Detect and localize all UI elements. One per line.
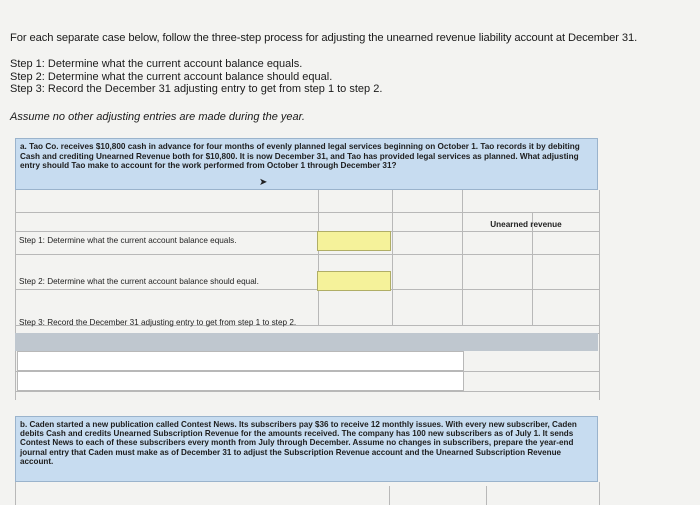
instruction-step-1: Step 1: Determine what the current account balance equals. [10,58,303,70]
worksheet-row [16,190,599,213]
assumption-note: Assume no other adjusting entries are made during the year. [10,111,305,123]
column-divider [389,486,390,505]
column-divider [318,190,319,325]
instructions-steps [10,58,382,96]
instruction-step-3: Step 3: Record the December 31 adjusting entry to get from step 1 to step 2. [10,83,383,95]
journal-header-band [15,333,598,351]
mouse-cursor-icon: ➤ [259,177,268,188]
case-b-worksheet [15,482,600,505]
journal-entry-row-2[interactable] [17,371,464,391]
case-b-prompt: b. Caden started a new publication called Contest News. Its subscribers pay $36 to receive 12 monthly issues. With every new subscriber, Caden debits Cash and credits Unearned Subscription Revenue for the amounts received. The company has 100 new subscribers as of July 1. It sends Contest News to each of these subscribers every month from July through December. Assume no changes in subscribers, prepare the year-end journal entry that Caden must make as of December 31 to adjust the Subscription Revenue account and the Unearned Subscription Revenue account. [15,416,598,482]
step1-balance-input[interactable] [317,231,391,251]
step1-label: Step 1: Determine what the current account balance equals. [19,236,237,245]
step2-balance-input[interactable] [317,271,391,291]
column-divider [462,190,463,325]
instruction-step-2: Step 2: Determine what the current account balance should equal. [10,70,333,83]
column-divider [486,486,487,505]
column-divider [392,190,393,325]
journal-entry-row-1[interactable] [17,351,464,371]
instructions-intro: For each separate case below, follow the three-step process for adjusting the unearned revenue liability account at December 31. [10,32,638,44]
case-a-prompt: a. Tao Co. receives $10,800 cash in advance for four months of evenly planned legal services beginning on October 1. Tao records it by debiting Cash and crediting Unearned Revenue both for $10,800. It is now December 31, and Tao has provided legal services as planned. What adjusting entry should Tao make to account for the work performed from October 1 through December 31? [15,138,598,190]
step3-label: Step 3: Record the December 31 adjusting entry to get from step 1 to step 2. [19,318,297,327]
unearned-revenue-header: Unearned revenue [490,220,562,229]
step2-label: Step 2: Determine what the current account balance should equal. [19,277,259,286]
